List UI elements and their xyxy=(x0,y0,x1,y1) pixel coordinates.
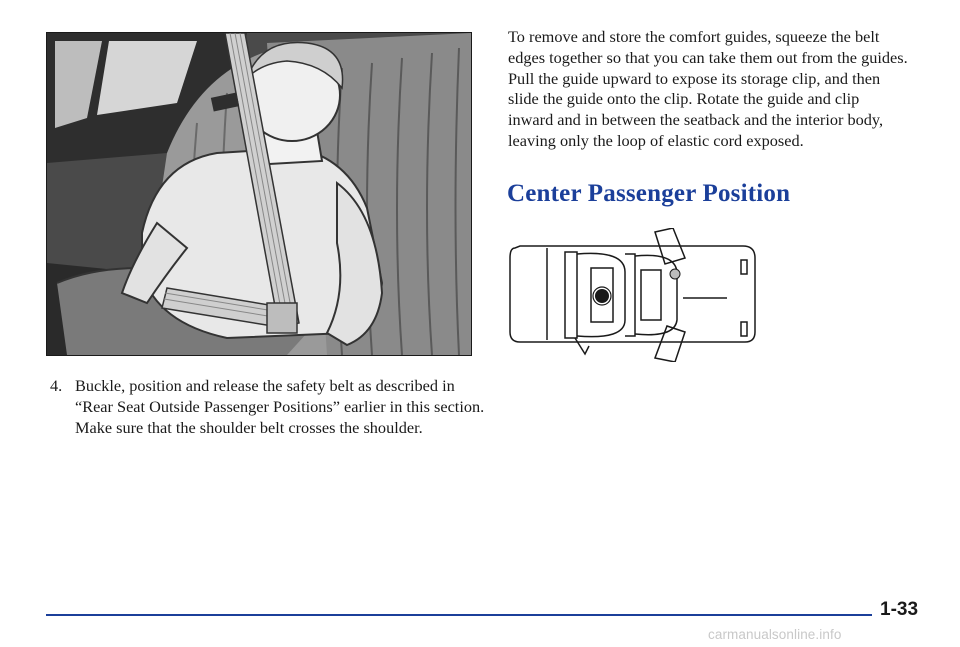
comfort-guide-storage-paragraph: To remove and store the comfort guides, squeeze the belt edges together so that you can take them out from the guides. Pull the guide upward to expose its storage clip, and then slide the guide onto the clip. Rotate the guide and clip inward and in between the seatback and the interior body, leaving only the loop of elastic cord exposed. xyxy=(508,27,908,150)
page-number: 1-33 xyxy=(880,599,919,620)
step-4 xyxy=(50,376,490,438)
seating-position-icon xyxy=(505,228,763,362)
vehicle-seating-diagram xyxy=(505,228,763,362)
watermark: carmanualsonline.info xyxy=(708,627,842,642)
footer-rule xyxy=(46,614,872,616)
child-safety-belt-illustration xyxy=(46,32,472,356)
step-text: Buckle, position and release the safety belt as described in “Rear Seat Outside Passenger Positions” earlier in this section. Make sure that the shoulder belt crosses the shoulder. xyxy=(75,376,485,437)
section-heading: Center Passenger Position xyxy=(507,180,791,207)
step-number: 4. xyxy=(50,376,63,395)
child-safety-belt-icon xyxy=(47,33,471,355)
